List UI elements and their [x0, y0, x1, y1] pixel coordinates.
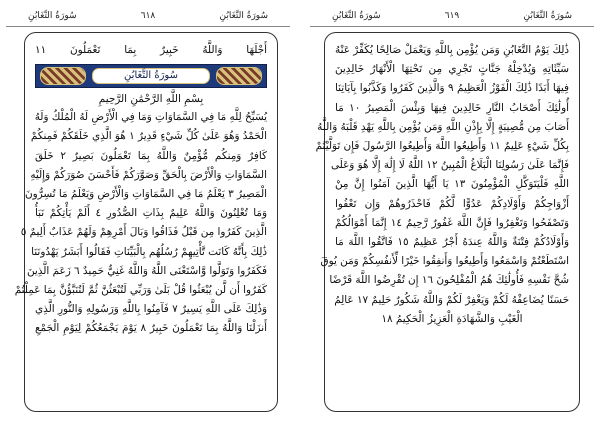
verse-line: كَفَرُوا أَن لَّن يُبْعَثُوا قُلْ بَلَىٰ وَرَبِّي لَتُبْعَثُنَّ ثُمَّ لَتُنَبَّؤُنَّ بِمَا عَمِلْتُمْ [14, 284, 267, 297]
verse-line: يُسَبِّحُ لِلَّهِ مَا فِي السَّمَاوَاتِ وَمَا فِي الْأَرْضِ لَهُ الْمُلْكُ وَلَهُ [34, 111, 267, 124]
surah-title-banner [35, 64, 267, 88]
verse-line: سَيِّئَاتِهِ وَيُدْخِلْهُ جَنَّاتٍ تَجْرِي مِن تَحْتِهَا الْأَنْهَارُ خَالِدِينَ [335, 63, 569, 76]
verse-line: السَّمَاوَاتِ وَالْأَرْضَ بِالْحَقِّ وَصَوَّرَكُمْ فَأَحْسَنَ صُوَرَكُمْ وَإِلَيْهِ [30, 168, 267, 181]
verse-line: أَجْلَهَا وَاللَّهُ خَبِيرٌ بِمَا تَعْمَلُونَ ١١ [35, 44, 267, 56]
page-header [6, 8, 290, 27]
verse-line: اللَّهِ فَلْيَتَوَكَّلِ الْمُؤْمِنُونَ ١٣ يَا أَيُّهَا الَّذِينَ آمَنُوا إِنَّ مِنْ [335, 178, 569, 191]
verse-line: فَكَفَرُوا وَتَوَلَّوا وَّاسْتَغْنَى اللَّهُ وَاللَّهُ غَنِيٌّ حَمِيدٌ ٦ زَعَمَ الَّذِينَ [26, 264, 267, 277]
mushaf-page-619 [310, 8, 594, 416]
header-surah-name-secondary: سُورَةُ التَّغَابُنِ [28, 11, 77, 21]
page-text-frame [315, 32, 580, 412]
page-header [310, 8, 594, 27]
surah-title: سُورَةُ التَّغَابُنِ [92, 68, 210, 84]
mushaf-page-618 [6, 8, 290, 416]
verse-line: فَإِنَّمَا عَلَىٰ رَسُولِنَا الْبَلَاغُ الْمُبِينُ ١٢ اللَّهُ لَا إِلَٰهَ إِلَّا هُوَ وَعَلَى [331, 159, 569, 172]
page-number: ٦١٩ [444, 11, 460, 21]
verse-line: وَذَٰلِكَ عَلَى اللَّهِ يَسِيرٌ ٧ فَآمِنُوا بِاللَّهِ وَرَسُولِهِ وَالنُّورِ الَّذِي [35, 303, 267, 316]
verse-line: الَّذِينَ كَفَرُوا مِن قَبْلُ فَذَاقُوا وَبَالَ أَمْرِهِمْ وَلَهُمْ عَذَابٌ أَلِيمٌ ٥ [20, 226, 267, 239]
verse-line: أُولَٰئِكَ أَصْحَابُ النَّارِ خَالِدِينَ فِيهَا وَبِئْسَ الْمَصِيرُ ١٠ مَا [335, 101, 569, 114]
verse-line: أَصَابَ مِن مُّصِيبَةٍ إِلَّا بِإِذْنِ اللَّهِ وَمَن يُؤْمِن بِاللَّهِ يَهْدِ قَلْبَهُ وَاللَّهُ [317, 120, 569, 133]
verse-line: أَنزَلْنَا وَاللَّهُ بِمَا تَعْمَلُونَ خَبِيرٌ ٨ يَوْمَ يَجْمَعُكُمْ لِيَوْمِ الْجَمْعِ [35, 322, 268, 335]
header-surah-name: سُورَةُ التَّغَابُنِ [523, 11, 572, 21]
verse-line: الْغَيْبِ وَالشَّهَادَةِ الْعَزِيزُ الْحَكِيمُ ١٨ [381, 312, 523, 325]
verse-line: وَتَصْفَحُوا وَتَغْفِرُوا فَإِنَّ اللَّهَ غَفُورٌ رَّحِيمٌ ١٤ إِنَّمَا أَمْوَالُكُمْ [335, 216, 569, 229]
verse-line: كَافِرٌ وَمِنكُم مُّؤْمِنٌ وَاللَّهُ بِمَا تَعْمَلُونَ بَصِيرٌ ٢ خَلَقَ [35, 149, 267, 162]
verse-line: بِكُلِّ شَيْءٍ عَلِيمٌ ١١ وَأَطِيعُوا اللَّهَ وَأَطِيعُوا الرَّسُولَ فَإِن تَوَلَّيْتُمْ [315, 140, 569, 153]
header-surah-name: سُورَةُ التَّغَابُنِ [219, 11, 268, 21]
verse-line: وَأَوْلَادُكُمْ فِتْنَةٌ وَاللَّهُ عِندَهُ أَجْرٌ عَظِيمٌ ١٥ فَاتَّقُوا اللَّهَ مَا [335, 236, 569, 249]
page-text-frame [14, 32, 278, 412]
banner-ornament-icon [216, 67, 262, 85]
page-number: ٦١٨ [140, 11, 156, 21]
verse-line: شُحَّ نَفْسِهِ فَأُولَٰئِكَ هُمُ الْمُفْلِحُونَ ١٦ إِن تُقْرِضُوا اللَّهَ قَرْضًا [329, 274, 569, 287]
verse-line: اسْتَطَعْتُمْ وَاسْمَعُوا وَأَطِيعُوا وَأَنفِقُوا خَيْرًا لِّأَنفُسِكُمْ وَمَن يُوقَ [320, 255, 569, 268]
verse-line: حَسَنًا يُضَاعِفْهُ لَكُمْ وَيَغْفِرْ لَكُمْ وَاللَّهُ شَكُورٌ حَلِيمٌ ١٧ عَالِمُ [334, 293, 569, 306]
verse-line: الْمَصِيرُ ٣ يَعْلَمُ مَا فِي السَّمَاوَاتِ وَالْأَرْضِ وَيَعْلَمُ مَا تُسِرُّونَ [24, 188, 267, 201]
verse-line: الْحَمْدُ وَهُوَ عَلَىٰ كُلِّ شَيْءٍ قَدِيرٌ ١ هُوَ الَّذِي خَلَقَكُمْ فَمِنكُمْ [30, 130, 267, 143]
verse-line: أَزْوَاجِكُمْ وَأَوْلَادِكُمْ عَدُوًّا لَّكُمْ فَاحْذَرُوهُمْ وَإِن تَعْفُوا [335, 197, 569, 210]
header-surah-name-secondary: سُورَةُ التَّغَابُنِ [332, 11, 381, 21]
basmala: بِسْمِ اللَّهِ الرَّحْمَٰنِ الرَّحِيمِ [98, 93, 204, 106]
verse-line: وَمَا تُعْلِنُونَ وَاللَّهُ عَلِيمٌ بِذَاتِ الصُّدُورِ ٤ أَلَمْ يَأْتِكُمْ نَبَأُ [35, 207, 267, 220]
verse-line: فِيهَا أَبَدًا ذَٰلِكَ الْفَوْزُ الْعَظِيمُ ٩ وَالَّذِينَ كَفَرُوا وَكَذَّبُوا بِآيَاتِنَا [335, 82, 569, 95]
verse-line: ذَٰلِكَ يَوْمُ التَّغَابُنِ وَمَن يُؤْمِن بِاللَّهِ وَيَعْمَلْ صَالِحًا يُكَفِّرْ عَنْهُ [335, 44, 569, 56]
verse-line: ذَٰلِكَ بِأَنَّهُ كَانَت تَّأْتِيهِمْ رُسُلُهُم بِالْبَيِّنَاتِ فَقَالُوا أَبَشَرٌ يَهْدُونَنَا [31, 245, 267, 258]
banner-ornament-icon [40, 67, 86, 85]
